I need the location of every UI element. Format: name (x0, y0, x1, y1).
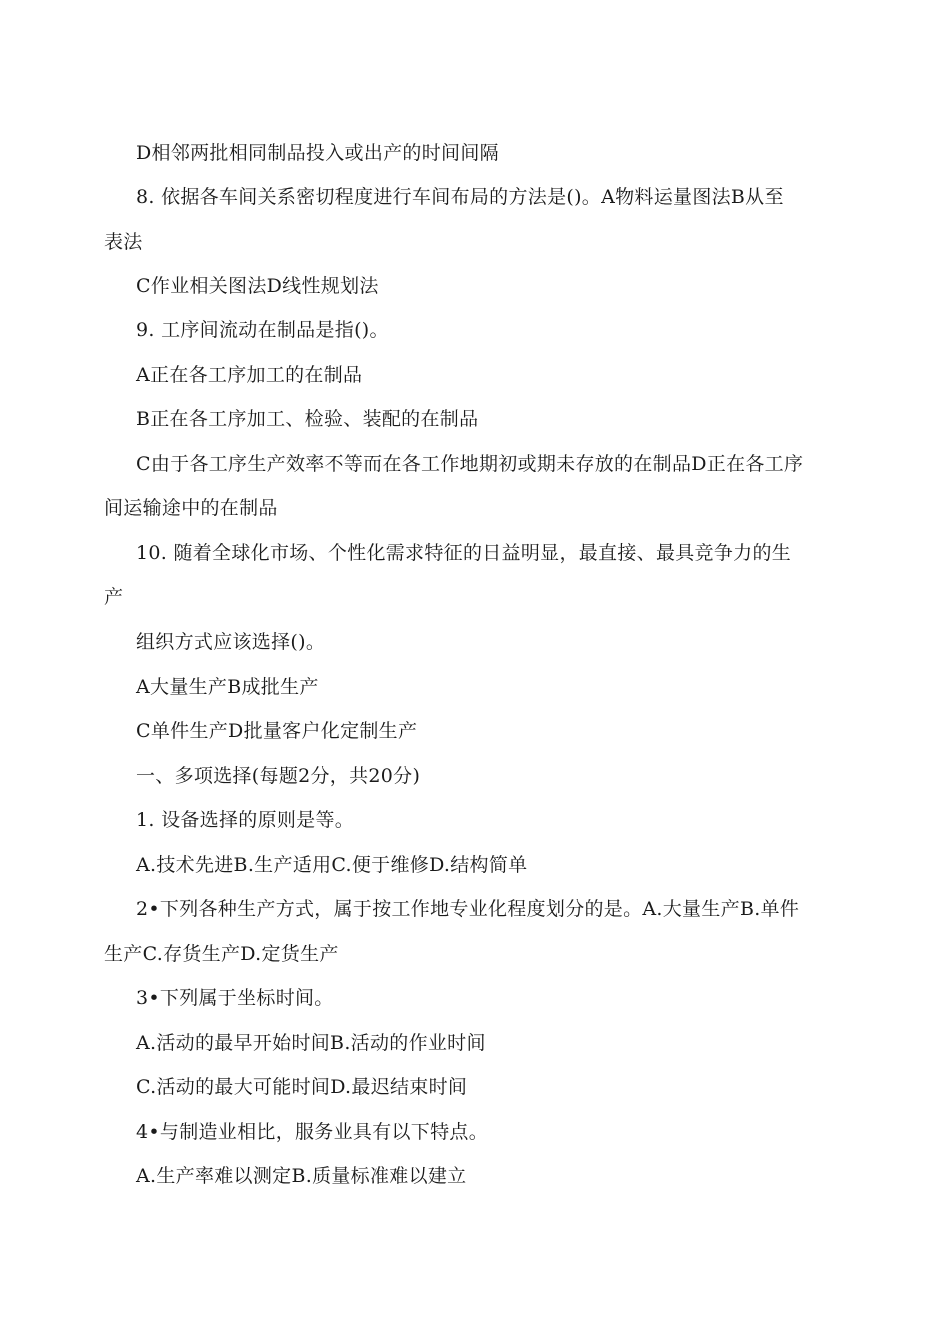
text-line-question-8: 8. 依据各车间关系密切程度进行车间布局的方法是()。A物料运量图法B从至 (136, 186, 784, 208)
text-line-mc-options-3ab: A.活动的最早开始时间B.活动的作业时间 (136, 1032, 486, 1054)
text-line-option-cd-q9: C由于各工序生产效率不等而在各工作地期初或期未存放的在制品D正在各工序 (136, 453, 804, 475)
text-line-options-ab-q10: A大量生产B成批生产 (136, 676, 319, 698)
text-line-mc-question-3: 3•下列属于坐标时间。 (136, 987, 334, 1009)
text-line-options-q8: C作业相关图法D线性规划法 (136, 275, 379, 297)
text-line-question-8-cont: 表法 (104, 231, 143, 253)
section-heading-multiple-choice: 一、多项选择(每题2分，共20分) (136, 765, 421, 787)
text-line-mc-question-1: 1. 设备选择的原则是等。 (136, 809, 355, 831)
text-line-mc-question-4: 4•与制造业相比，服务业具有以下特点。 (136, 1121, 488, 1143)
text-line-option-d-q9-cont: 间运输途中的在制品 (104, 497, 278, 519)
text-line-option-b-q9: B正在各工序加工、检验、装配的在制品 (136, 408, 479, 430)
text-line-options-cd-q10: C单件生产D批量客户化定制生产 (136, 720, 418, 742)
text-line-mc-question-2-cont: 生产C.存货生产D.定货生产 (104, 943, 339, 965)
text-line-mc-options-1: A.技术先进B.生产适用C.便于维修D.结构简单 (136, 854, 528, 876)
text-line-option-a-q9: A正在各工序加工的在制品 (136, 364, 363, 386)
text-line-question-10: 10. 随着全球化市场、个性化需求特征的日益明显，最直接、最具竞争力的生 (136, 542, 792, 564)
text-line-mc-options-4ab: A.生产率难以测定B.质量标准难以建立 (136, 1165, 467, 1187)
text-line-question-10-cont2: 组织方式应该选择()。 (136, 631, 326, 653)
text-line-mc-options-3cd: C.活动的最大可能时间D.最迟结束时间 (136, 1076, 468, 1098)
text-line-option-d-q7: D相邻两批相同制品投入或出产的时间间隔 (136, 142, 499, 164)
text-line-question-9: 9. 工序间流动在制品是指()。 (136, 319, 389, 341)
text-line-mc-question-2: 2•下列各种生产方式，属于按工作地专业化程度划分的是。A.大量生产B.单件 (136, 898, 800, 920)
text-line-question-10-cont: 产 (104, 586, 124, 608)
